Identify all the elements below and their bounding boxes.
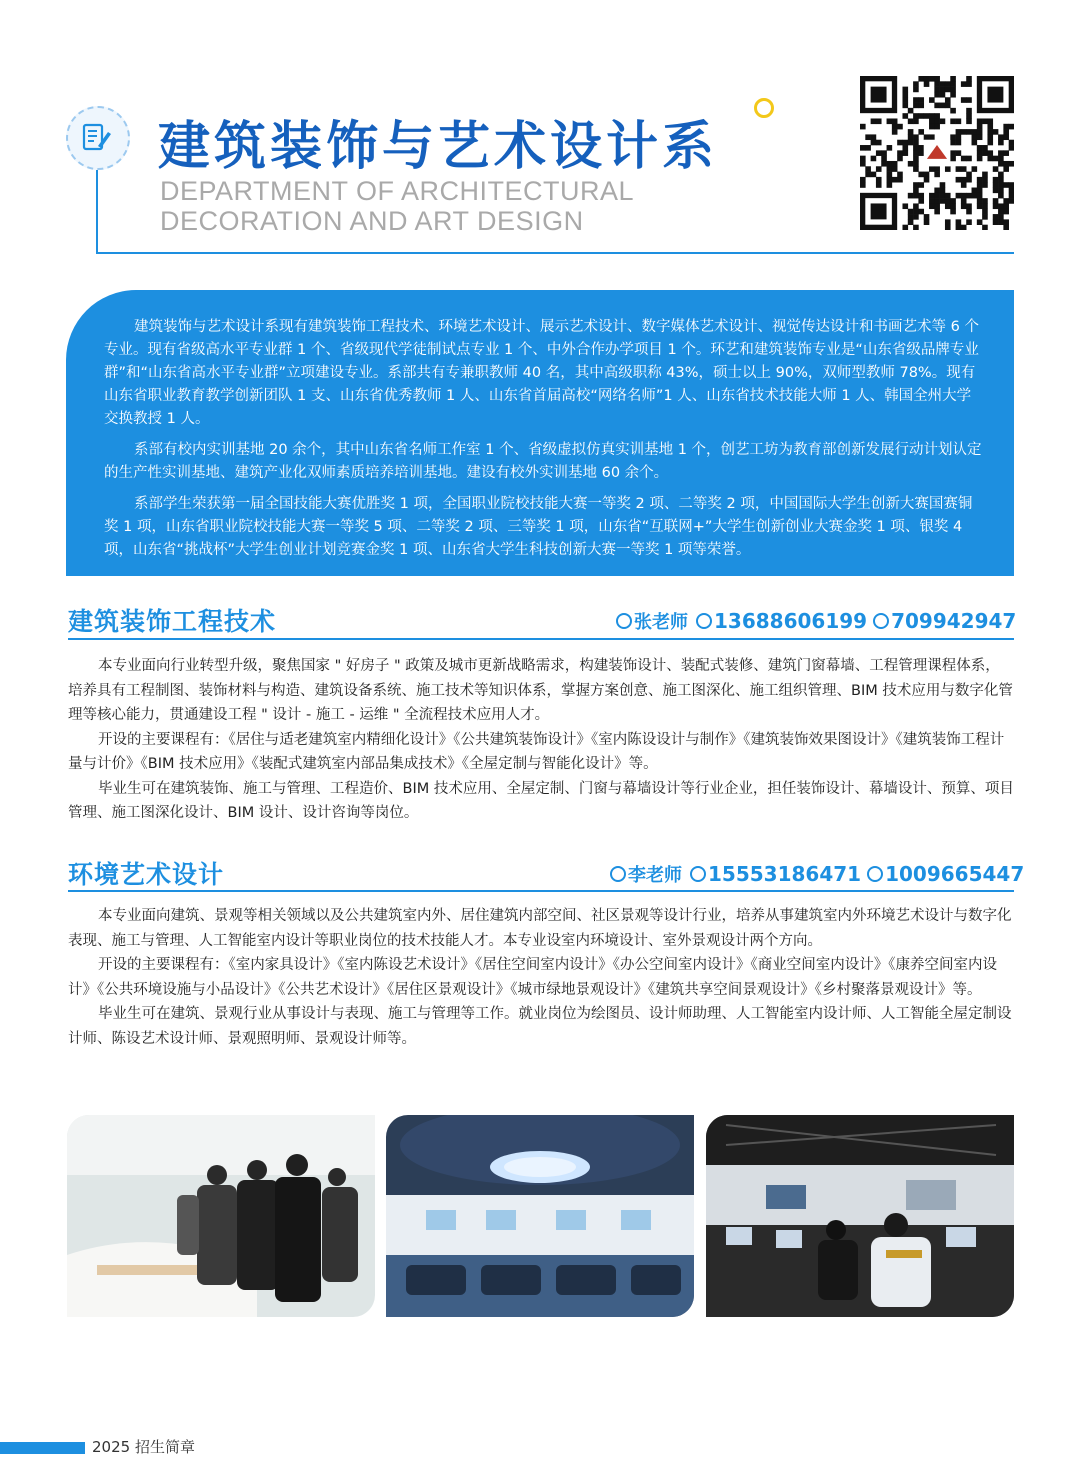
section-paragraph: 毕业生可在建筑装饰、施工与管理、工程造价、BIM 技术应用、全屋定制、门窗与幕墙设计等行业企业，担任装饰设计、幕墙设计、预算、项目管理、施工图深化设计、BIM 设计、设计咨询等岗位。 [68,780,1014,821]
footer-bar [0,1442,85,1454]
intro-paragraph-2: 系部有校内实训基地 20 余个，其中山东省名师工作室 1 个、省级虚拟仿真实训基地 1 个，创艺工坊为教育部创新发展行动计划认定的生产性实训基地、建筑产业化双师素质培养培训基地。建设有校外实训基地 60 余个。 [104,442,982,481]
qq-icon [867,866,883,882]
qr-code[interactable] [860,76,1014,230]
person-icon [610,866,626,882]
phone-icon [696,613,712,629]
photo-computer-lab [706,1115,1014,1317]
section-body-environmental-art [68,904,1014,1051]
photo-training-room [386,1115,694,1317]
photo-visit-exhibition [67,1115,375,1317]
header-vertical-rule [96,170,98,254]
contact-environmental-art [610,861,1030,887]
qq-icon [873,613,889,629]
english-subtitle-line2: DECORATION AND ART DESIGN [160,206,584,236]
intro-text [104,316,982,570]
contact-decoration-engineering [616,608,1022,634]
document-pen-icon [66,106,130,170]
english-subtitle-line1: DEPARTMENT OF ARCHITECTURAL [160,176,635,206]
section-paragraph: 本专业面向建筑、景观等相关领域以及公共建筑室内外、居住建筑内部空间、社区景观等设计行业，培养从事建筑室内外环境艺术设计与数字化表现、施工与管理、人工智能室内设计等职业岗位的技术技能人才。本专业设室内环境设计、室外景观设计两个方向。 [68,908,1012,949]
section-paragraph: 开设的主要课程有：《室内家具设计》《室内陈设艺术设计》《居住空间室内设计》《办公空间室内设计》《商业空间室内设计》《康养空间室内设计》《公共环境设施与小品设计》《公共艺术设计》《居住区景观设计》《城市绿地景观设计》《建筑共享空间景观设计》《乡村聚落景观设计》等。 [68,957,997,998]
section-title-environmental-art: 环境艺术设计 [68,860,225,889]
english-subtitle [160,176,634,236]
header-horizontal-rule [96,252,1014,254]
section-title-decoration-engineering: 建筑装饰工程技术 [68,607,277,636]
phone-number[interactable]: 13688606199 [714,609,868,633]
qq-number[interactable]: 1009665447 [885,862,1025,886]
qq-number[interactable]: 709942947 [891,609,1017,633]
section-paragraph: 毕业生可在建筑、景观行业从事设计与表现、施工与管理等工作。就业岗位为绘图员、设计师助理、人工智能室内设计师、人工智能全屋定制设计师、陈设艺术设计师、景观照明师、景观设计师等。 [68,1006,1012,1047]
section-divider [68,638,1014,640]
intro-paragraph-1: 建筑装饰与艺术设计系现有建筑装饰工程技术、环境艺术设计、展示艺术设计、数字媒体艺术设计、视觉传达设计和书画艺术等 6 个专业。现有省级高水平专业群 1 个、省级现代学徒制试点专业 1 个、中外合作办学项目 1 个。环艺和建筑装饰专业是“山东省级品牌专业群”和“山东省高水平专业群”立项建设专业。系部共有专兼职教师 40 名，其中高级职称 43%，硕士以上 90%，双师型教师 78%。现有山东省职业教育教学创新团队 1 支、山东省优秀教师 1 人、山东省首届高校“网络名师”1 人、山东省技术技能大师 1 人、韩国全州大学交换教授 1 人。 [104,319,979,427]
page-title: 建筑装饰与艺术设计系 [158,117,719,177]
section-body-decoration-engineering [68,654,1014,826]
teacher-name: 李老师 [628,865,682,886]
phone-icon [690,866,706,882]
teacher-name: 张老师 [634,612,688,633]
section-divider [68,890,1014,892]
intro-paragraph-3: 系部学生荣获第一届全国技能大赛优胜奖 1 项，全国职业院校技能大赛一等奖 2 项、二等奖 2 项，中国国际大学生创新大赛国赛铜奖 1 项，山东省职业院校技能大赛一等奖 5 项、二等奖 2 项、三等奖 1 项，山东省“互联网+”大学生创新创业大赛金奖 1 项、银奖 4 项，山东省“挑战杯”大学生创业计划竞赛金奖 1 项、山东省大学生科技创新大赛一等奖 1 项等荣誉。 [104,496,973,558]
section-paragraph: 本专业面向行业转型升级，聚焦国家 " 好房子 " 政策及城市更新战略需求，构建装饰设计、装配式装修、建筑门窗幕墙、工程管理课程体系，培养具有工程制图、装饰材料与构造、建筑设备系统、施工技术等知识体系，掌握方案创意、施工图深化、施工组织管理、BIM 技术应用与数字化管理等核心能力，贯通建设工程 " 设计 - 施工 - 运维 " 全流程技术应用人才。 [68,658,1013,723]
footer-text: 2025 招生简章 [92,1438,195,1456]
person-icon [616,613,632,629]
phone-number[interactable]: 15553186471 [708,862,862,886]
section-paragraph: 开设的主要课程有：《居住与适老建筑室内精细化设计》《公共建筑装饰设计》《室内陈设设计与制作》《建筑装饰效果图设计》《建筑装饰工程计量与计价》《BIM 技术应用》《装配式建筑室内部品集成技术》《全屋定制与智能化设计》等。 [68,731,1005,772]
decorative-circle [754,98,774,118]
